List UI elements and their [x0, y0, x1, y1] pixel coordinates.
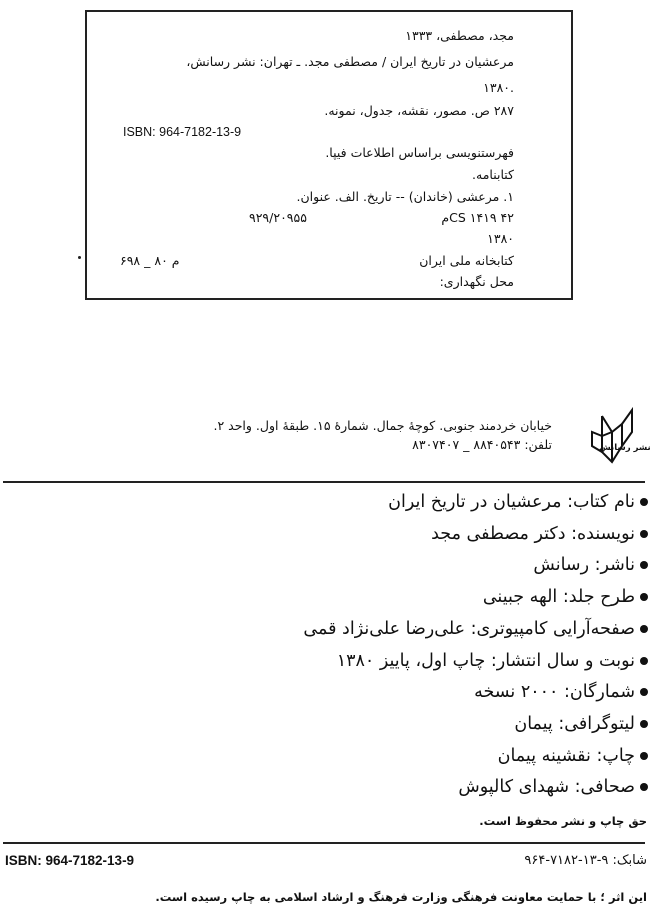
isbn-latin: ISBN: 964-7182-13-9 [5, 853, 135, 868]
fipa-note: فهرستنویسی براساس اطلاعات فیپا. [325, 145, 514, 160]
support-note: این اثر ؛ با حمایت معاونت فرهنگی وزارت فرهنگ و ارشاد اسلامی به چاپ رسیده است. [155, 890, 647, 904]
stray-mark [78, 256, 81, 259]
bullet-icon [640, 593, 648, 601]
library-name: کتابخانه ملی ایران [419, 253, 514, 268]
spec-edition: نوبت و سال انتشار: چاپ اول، پاییز ۱۳۸۰ [303, 646, 648, 678]
dewey-class: ۹۲۹/۲۰۹۵۵ [249, 210, 307, 225]
publisher-address: خیابان خردمند جنوبی. کوچهٔ جمال. شمارهٔ ۱۵. طبقهٔ اول. واحد ۲. [213, 418, 552, 433]
pages-line: ۲۸۷ ص. مصور، نقشه، جدول، نمونه. [324, 103, 514, 118]
lc-year: ۱۳۸۰ [487, 231, 514, 246]
publisher-phone: تلفن: ۸۸۴۰۵۴۳ _ ۸۳۰۷۴۰۷ [412, 437, 552, 452]
publisher-address-block [213, 416, 552, 454]
bullet-icon [640, 530, 648, 538]
spec-author: نویسنده: دکتر مصطفی مجد [303, 519, 648, 551]
holding-location: محل نگهداری: [439, 274, 514, 289]
bullet-icon [640, 498, 648, 506]
author-line: مجد، مصطفی، ۱۳۳۳ [405, 28, 514, 43]
spec-lithography: لیتوگرافی: پیمان [303, 709, 648, 741]
bullet-icon [640, 625, 648, 633]
title-line: مرعشیان در تاریخ ایران / مصطفی مجد. ـ تهران: نشر رسانش، [186, 54, 514, 69]
book-specs-list [303, 487, 648, 804]
bullet-icon [640, 783, 648, 791]
spec-binding: صحافی: شهدای کالپوش [303, 772, 648, 804]
publisher-logo-icon [590, 402, 654, 472]
bullet-icon [640, 752, 648, 760]
year-line: .۱۳۸۰ [483, 80, 514, 95]
divider-bottom [3, 842, 645, 844]
bibliography-note: کتابنامه. [472, 167, 514, 182]
bullet-icon [640, 720, 648, 728]
copyright-notice: حق چاپ و نشر محفوظ است. [479, 814, 647, 828]
library-number: م ۸۰ _ ۶۹۸ [120, 253, 180, 268]
lc-class: CS ۱۴۱۹ ۴۲م [441, 210, 514, 225]
divider-top [3, 481, 645, 483]
publisher-logo-label: نشر رسانش [599, 443, 651, 453]
bullet-icon [640, 688, 648, 696]
spec-print-run: شمارگان: ۲۰۰۰ نسخه [303, 677, 648, 709]
isbn-line: ISBN: 964-7182-13-9 [123, 125, 242, 139]
subject-line: ۱. مرعشی (خاندان) -- تاریخ. الف. عنوان. [296, 189, 514, 204]
catalog-card [85, 10, 573, 300]
bullet-icon [640, 561, 648, 569]
spec-printing: چاپ: نقشینه پیمان [303, 741, 648, 773]
spec-cover-design: طرح جلد: الهه جبینی [303, 582, 648, 614]
spec-title: نام کتاب: مرعشیان در تاریخ ایران [303, 487, 648, 519]
isbn-persian: شابک: ۹-۱۳-۷۱۸۲-۹۶۴ [524, 853, 647, 868]
bullet-icon [640, 657, 648, 665]
spec-publisher: ناشر: رسانش [303, 550, 648, 582]
spec-typesetting: صفحه‌آرایی کامپیوتری: علی‌رضا علی‌نژاد قمی [303, 614, 648, 646]
